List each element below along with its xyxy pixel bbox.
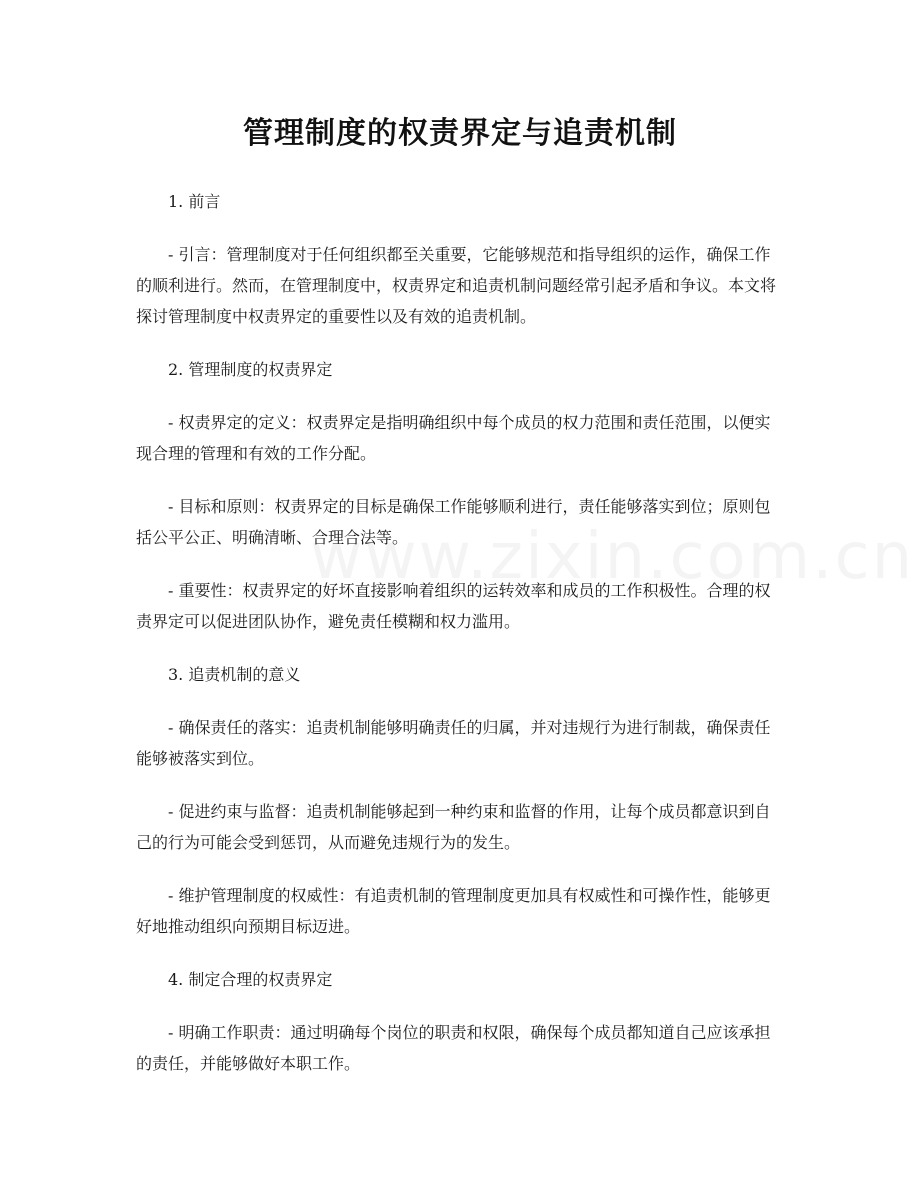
section-heading-accountability-meaning: 3. 追责机制的意义: [168, 665, 301, 684]
document-body: [136, 186, 784, 1079]
paragraph-goals-principles: - 目标和原则：权责界定的目标是确保工作能够顺利进行，责任能够落实到位；原则包括公平公正、明确清晰、合理合法等。: [136, 497, 771, 547]
paragraph-definition: - 权责界定的定义：权责界定是指明确组织中每个成员的权力范围和责任范围，以便实现合理的管理和有效的工作分配。: [136, 413, 771, 463]
section-heading-responsibility-definition: 2. 管理制度的权责界定: [168, 360, 333, 379]
paragraph-authority: - 维护管理制度的权威性：有追责机制的管理制度更加具有权威性和可操作性，能够更好地推动组织向预期目标迈进。: [136, 886, 771, 936]
section-heading-preface: 1. 前言: [168, 192, 221, 211]
paragraph-job-duties: - 明确工作职责：通过明确每个岗位的职责和权限，确保每个成员都知道自己应该承担的责任，并能够做好本职工作。: [136, 1023, 771, 1073]
document-title: 管理制度的权责界定与追责机制: [243, 116, 677, 151]
paragraph-introduction: - 引言：管理制度对于任何组织都至关重要，它能够规范和指导组织的运作，确保工作的顺利进行。然而，在管理制度中，权责界定和追责机制问题经常引起矛盾和争议。本文将探讨管理制度中权责界定的重要性以及有效的追责机制。: [136, 245, 777, 326]
section-heading-reasonable-definition: 4. 制定合理的权责界定: [168, 970, 333, 989]
paragraph-importance: - 重要性：权责界定的好坏直接影响着组织的运转效率和成员的工作积极性。合理的权责界定可以促进团队协作，避免责任模糊和权力滥用。: [136, 581, 771, 631]
paragraph-ensure-responsibility: - 确保责任的落实：追责机制能够明确责任的归属，并对违规行为进行制裁，确保责任能够被落实到位。: [136, 718, 771, 768]
paragraph-constraint-supervision: - 促进约束与监督：追责机制能够起到一种约束和监督的作用，让每个成员都意识到自己的行为可能会受到惩罚，从而避免违规行为的发生。: [136, 802, 771, 852]
